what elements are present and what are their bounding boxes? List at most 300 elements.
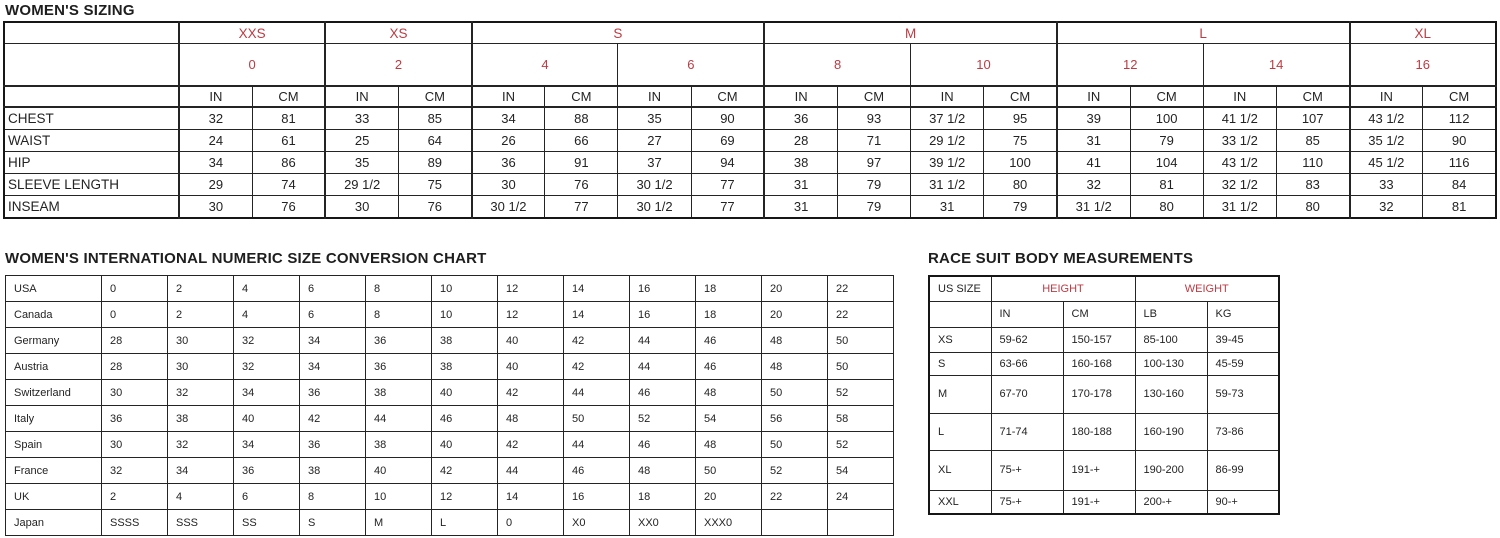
measurement-value: 30 bbox=[325, 196, 398, 219]
conversion-value: 36 bbox=[300, 432, 366, 458]
unit-header: LB bbox=[1135, 301, 1207, 327]
unit-header: IN bbox=[618, 86, 691, 107]
measurement-value: 95 bbox=[984, 107, 1057, 130]
conversion-value: SS bbox=[234, 510, 300, 536]
cell bbox=[6, 484, 894, 510]
size-number: 12 bbox=[1057, 44, 1203, 87]
conversion-value: 18 bbox=[696, 276, 762, 302]
conversion-value: 6 bbox=[234, 484, 300, 510]
womens-sizing-table bbox=[3, 21, 1497, 219]
measurement-value: 79 bbox=[1130, 130, 1203, 152]
conversion-value: 32 bbox=[234, 354, 300, 380]
conversion-value: 46 bbox=[432, 406, 498, 432]
conversion-value: 48 bbox=[696, 432, 762, 458]
conversion-value: 8 bbox=[366, 302, 432, 328]
measurement-value: 85 bbox=[1276, 130, 1349, 152]
cell bbox=[6, 276, 894, 302]
cell bbox=[929, 375, 1279, 413]
measurement-value: 31 1/2 bbox=[1203, 196, 1276, 219]
measurement-value: 35 1/2 bbox=[1350, 130, 1423, 152]
measurement-value: 76 bbox=[252, 196, 325, 219]
conversion-value: 20 bbox=[762, 276, 828, 302]
conversion-value: 6 bbox=[300, 276, 366, 302]
conversion-value: 10 bbox=[432, 276, 498, 302]
measurement-value: 25 bbox=[325, 130, 398, 152]
unit-header: CM bbox=[837, 86, 910, 107]
country-label: Austria bbox=[6, 354, 102, 380]
cell bbox=[929, 490, 1279, 514]
cell bbox=[4, 44, 1496, 87]
conversion-value: 50 bbox=[696, 458, 762, 484]
conversion-value: 44 bbox=[366, 406, 432, 432]
conversion-value: 28 bbox=[102, 354, 168, 380]
range-value: 86-99 bbox=[1207, 450, 1279, 490]
range-value: 191-+ bbox=[1063, 450, 1135, 490]
size-group-header: L bbox=[1057, 22, 1350, 44]
conversion-value: 20 bbox=[762, 302, 828, 328]
measurement-value: 88 bbox=[545, 107, 618, 130]
unit-header: IN bbox=[472, 86, 545, 107]
measurement-value: 85 bbox=[398, 107, 471, 130]
conversion-value: 34 bbox=[168, 458, 234, 484]
measurement-value: 61 bbox=[252, 130, 325, 152]
race-suit-table bbox=[928, 275, 1280, 515]
womens-sizing-section bbox=[3, 21, 1497, 219]
conversion-value: 48 bbox=[762, 354, 828, 380]
conversion-value: 38 bbox=[432, 354, 498, 380]
conversion-value: 30 bbox=[168, 354, 234, 380]
measurement-value: 79 bbox=[837, 174, 910, 196]
conversion-value: 50 bbox=[828, 354, 894, 380]
measurement-value: 28 bbox=[764, 130, 837, 152]
unit-header: CM bbox=[1423, 86, 1496, 107]
conversion-value: 40 bbox=[498, 354, 564, 380]
conversion-value: 2 bbox=[168, 302, 234, 328]
conversion-value: 16 bbox=[630, 302, 696, 328]
conversion-value: 20 bbox=[696, 484, 762, 510]
range-value: 85-100 bbox=[1135, 327, 1207, 352]
measurement-value: 77 bbox=[545, 196, 618, 219]
unit-header: IN bbox=[1350, 86, 1423, 107]
measurement-value: 71 bbox=[837, 130, 910, 152]
measurement-value: 69 bbox=[691, 130, 764, 152]
conversion-value: 22 bbox=[828, 302, 894, 328]
size-number: 8 bbox=[764, 44, 910, 87]
measurement-label: SLEEVE LENGTH bbox=[4, 174, 179, 196]
range-value: 170-178 bbox=[1063, 375, 1135, 413]
measurement-value: 33 bbox=[325, 107, 398, 130]
size-group-header: S bbox=[472, 22, 765, 44]
cell bbox=[6, 510, 894, 536]
range-value: 150-157 bbox=[1063, 327, 1135, 352]
size-label: S bbox=[929, 352, 991, 375]
size-group-header: XS bbox=[325, 22, 471, 44]
measurement-value: 34 bbox=[179, 152, 252, 174]
measurement-value: 84 bbox=[1423, 174, 1496, 196]
country-label: Italy bbox=[6, 406, 102, 432]
unit-header: CM bbox=[1063, 301, 1135, 327]
conversion-value: 46 bbox=[630, 432, 696, 458]
measurement-value: 64 bbox=[398, 130, 471, 152]
range-value: 59-73 bbox=[1207, 375, 1279, 413]
measurement-value: 107 bbox=[1276, 107, 1349, 130]
range-value: 67-70 bbox=[991, 375, 1063, 413]
size-group-header: XL bbox=[1350, 22, 1497, 44]
unit-header: IN bbox=[991, 301, 1063, 327]
unit-header: IN bbox=[179, 86, 252, 107]
conversion-value: 22 bbox=[762, 484, 828, 510]
measurement-value: 89 bbox=[398, 152, 471, 174]
measurement-value: 81 bbox=[1130, 174, 1203, 196]
conversion-value: 4 bbox=[168, 484, 234, 510]
measurement-value: 39 1/2 bbox=[911, 152, 984, 174]
conversion-value: 34 bbox=[300, 328, 366, 354]
conversion-value: 44 bbox=[564, 432, 630, 458]
cell bbox=[4, 196, 1496, 219]
country-label: Germany bbox=[6, 328, 102, 354]
cell bbox=[6, 328, 894, 354]
conversion-value: 8 bbox=[300, 484, 366, 510]
womens-sizing-title: WOMEN'S SIZING bbox=[5, 2, 135, 19]
conversion-value: 14 bbox=[564, 302, 630, 328]
conversion-value: 40 bbox=[432, 432, 498, 458]
conversion-value: 44 bbox=[498, 458, 564, 484]
size-number: 10 bbox=[911, 44, 1057, 87]
range-value: 39-45 bbox=[1207, 327, 1279, 352]
range-value: 130-160 bbox=[1135, 375, 1207, 413]
size-label: XL bbox=[929, 450, 991, 490]
size-number: 2 bbox=[325, 44, 471, 87]
range-value: 63-66 bbox=[991, 352, 1063, 375]
measurement-value: 36 bbox=[472, 152, 545, 174]
range-value: 160-190 bbox=[1135, 413, 1207, 450]
unit-header: IN bbox=[325, 86, 398, 107]
country-label: Japan bbox=[6, 510, 102, 536]
measurement-value: 32 bbox=[1057, 174, 1130, 196]
conversion-value: 0 bbox=[102, 276, 168, 302]
measurement-value: 30 1/2 bbox=[472, 196, 545, 219]
range-value: 100-130 bbox=[1135, 352, 1207, 375]
size-label: XS bbox=[929, 327, 991, 352]
measurement-value: 80 bbox=[984, 174, 1057, 196]
conversion-value: 36 bbox=[300, 380, 366, 406]
measurement-value: 29 1/2 bbox=[325, 174, 398, 196]
conversion-value bbox=[762, 510, 828, 536]
conversion-value: 10 bbox=[432, 302, 498, 328]
measurement-value: 86 bbox=[252, 152, 325, 174]
measurement-value: 76 bbox=[545, 174, 618, 196]
range-value: 160-168 bbox=[1063, 352, 1135, 375]
size-group-header: XXS bbox=[179, 22, 325, 44]
cell bbox=[4, 130, 1496, 152]
measurement-value: 26 bbox=[472, 130, 545, 152]
conversion-value: 42 bbox=[498, 432, 564, 458]
measurement-value: 79 bbox=[837, 196, 910, 219]
conversion-value: 50 bbox=[762, 380, 828, 406]
measurement-value: 43 1/2 bbox=[1203, 152, 1276, 174]
cell bbox=[929, 413, 1279, 450]
measurement-value: 104 bbox=[1130, 152, 1203, 174]
conversion-value: L bbox=[432, 510, 498, 536]
measurement-value: 30 bbox=[179, 196, 252, 219]
measurement-value: 31 bbox=[911, 196, 984, 219]
measurement-value: 35 bbox=[618, 107, 691, 130]
country-label: Switzerland bbox=[6, 380, 102, 406]
measurement-value: 45 1/2 bbox=[1350, 152, 1423, 174]
unit-header: CM bbox=[1130, 86, 1203, 107]
conversion-value: 34 bbox=[234, 432, 300, 458]
cell bbox=[6, 458, 894, 484]
conversion-value: 42 bbox=[432, 458, 498, 484]
conversion-value: 4 bbox=[234, 276, 300, 302]
measurement-value: 41 bbox=[1057, 152, 1130, 174]
unit-header: CM bbox=[1276, 86, 1349, 107]
conversion-value: 48 bbox=[762, 328, 828, 354]
conversion-value: 0 bbox=[102, 302, 168, 328]
size-label: L bbox=[929, 413, 991, 450]
measurement-value: 39 bbox=[1057, 107, 1130, 130]
measurement-value: 66 bbox=[545, 130, 618, 152]
range-value: 75-+ bbox=[991, 490, 1063, 514]
cell bbox=[4, 107, 1496, 130]
conversion-value: 52 bbox=[828, 380, 894, 406]
corner-cell bbox=[4, 22, 179, 44]
measurement-value: 31 bbox=[1057, 130, 1130, 152]
conversion-value: 46 bbox=[630, 380, 696, 406]
conversion-value: 50 bbox=[564, 406, 630, 432]
conversion-value: 36 bbox=[102, 406, 168, 432]
conversion-value: 18 bbox=[696, 302, 762, 328]
conversion-chart-table bbox=[5, 275, 894, 536]
size-number: 16 bbox=[1350, 44, 1497, 87]
conversion-value: 16 bbox=[564, 484, 630, 510]
cell bbox=[929, 301, 1279, 327]
range-value: 190-200 bbox=[1135, 450, 1207, 490]
range-value: 71-74 bbox=[991, 413, 1063, 450]
range-value: 59-62 bbox=[991, 327, 1063, 352]
conversion-value: 46 bbox=[696, 328, 762, 354]
cell bbox=[929, 352, 1279, 375]
race-suit-section bbox=[928, 275, 1280, 515]
conversion-value: 52 bbox=[762, 458, 828, 484]
measurement-label: WAIST bbox=[4, 130, 179, 152]
measurement-value: 41 1/2 bbox=[1203, 107, 1276, 130]
measurement-value: 36 bbox=[764, 107, 837, 130]
conversion-value: 48 bbox=[696, 380, 762, 406]
conversion-value: 0 bbox=[498, 510, 564, 536]
conversion-value: 40 bbox=[432, 380, 498, 406]
measurement-value: 31 1/2 bbox=[1057, 196, 1130, 219]
conversion-value: 40 bbox=[498, 328, 564, 354]
blank-cell bbox=[929, 301, 991, 327]
conversion-value: 14 bbox=[498, 484, 564, 510]
conversion-value: 34 bbox=[234, 380, 300, 406]
measurement-value: 35 bbox=[325, 152, 398, 174]
cell bbox=[4, 152, 1496, 174]
measurement-value: 34 bbox=[472, 107, 545, 130]
cell bbox=[929, 327, 1279, 352]
conversion-value: 6 bbox=[300, 302, 366, 328]
measurement-value: 29 bbox=[179, 174, 252, 196]
conversion-value: XXX0 bbox=[696, 510, 762, 536]
measurement-value: 32 bbox=[179, 107, 252, 130]
conversion-value: 16 bbox=[630, 276, 696, 302]
conversion-value: 46 bbox=[696, 354, 762, 380]
measurement-value: 24 bbox=[179, 130, 252, 152]
measurement-label: INSEAM bbox=[4, 196, 179, 219]
measurement-value: 30 bbox=[472, 174, 545, 196]
conversion-value: 32 bbox=[102, 458, 168, 484]
conversion-value: 54 bbox=[696, 406, 762, 432]
conversion-value: 42 bbox=[564, 328, 630, 354]
conversion-value: M bbox=[366, 510, 432, 536]
conversion-value: 52 bbox=[630, 406, 696, 432]
size-number: 4 bbox=[472, 44, 618, 87]
conversion-chart-title: WOMEN'S INTERNATIONAL NUMERIC SIZE CONVERSION CHART bbox=[5, 250, 487, 267]
conversion-value: 14 bbox=[564, 276, 630, 302]
range-value: 200-+ bbox=[1135, 490, 1207, 514]
cell bbox=[4, 86, 1496, 107]
unit-header: KG bbox=[1207, 301, 1279, 327]
measurement-value: 81 bbox=[1423, 196, 1496, 219]
measurement-value: 79 bbox=[984, 196, 1057, 219]
country-label: Canada bbox=[6, 302, 102, 328]
cell bbox=[6, 302, 894, 328]
measurement-value: 37 1/2 bbox=[911, 107, 984, 130]
measurement-value: 77 bbox=[691, 196, 764, 219]
unit-header: CM bbox=[984, 86, 1057, 107]
conversion-value: 40 bbox=[366, 458, 432, 484]
measurement-value: 90 bbox=[1423, 130, 1496, 152]
cell bbox=[929, 276, 1279, 301]
unit-header: CM bbox=[691, 86, 764, 107]
range-value: 180-188 bbox=[1063, 413, 1135, 450]
measurement-value: 90 bbox=[691, 107, 764, 130]
conversion-value: 38 bbox=[300, 458, 366, 484]
measurement-value: 110 bbox=[1276, 152, 1349, 174]
corner-cell bbox=[4, 44, 179, 87]
cell bbox=[4, 174, 1496, 196]
group-header: WEIGHT bbox=[1135, 276, 1279, 301]
range-value: 45-59 bbox=[1207, 352, 1279, 375]
measurement-value: 32 1/2 bbox=[1203, 174, 1276, 196]
conversion-value: 12 bbox=[432, 484, 498, 510]
range-value: 191-+ bbox=[1063, 490, 1135, 514]
cell bbox=[6, 354, 894, 380]
measurement-label: HIP bbox=[4, 152, 179, 174]
conversion-value: 12 bbox=[498, 276, 564, 302]
size-number: 6 bbox=[618, 44, 764, 87]
measurement-value: 80 bbox=[1276, 196, 1349, 219]
measurement-value: 31 1/2 bbox=[911, 174, 984, 196]
conversion-value: 36 bbox=[234, 458, 300, 484]
cell bbox=[4, 22, 1496, 44]
conversion-value: 22 bbox=[828, 276, 894, 302]
conversion-value: 30 bbox=[102, 432, 168, 458]
conversion-chart-section bbox=[5, 275, 894, 536]
measurement-value: 27 bbox=[618, 130, 691, 152]
conversion-value: 8 bbox=[366, 276, 432, 302]
measurement-value: 83 bbox=[1276, 174, 1349, 196]
conversion-value: 54 bbox=[828, 458, 894, 484]
measurement-value: 74 bbox=[252, 174, 325, 196]
size-label: XXL bbox=[929, 490, 991, 514]
conversion-value: XX0 bbox=[630, 510, 696, 536]
measurement-value: 76 bbox=[398, 196, 471, 219]
conversion-value: 46 bbox=[564, 458, 630, 484]
conversion-value: 44 bbox=[630, 328, 696, 354]
unit-header: IN bbox=[1057, 86, 1130, 107]
country-label: France bbox=[6, 458, 102, 484]
measurement-value: 112 bbox=[1423, 107, 1496, 130]
measurement-value: 116 bbox=[1423, 152, 1496, 174]
conversion-value: SSSS bbox=[102, 510, 168, 536]
conversion-value: X0 bbox=[564, 510, 630, 536]
measurement-value: 30 1/2 bbox=[618, 174, 691, 196]
country-label: USA bbox=[6, 276, 102, 302]
conversion-value: 30 bbox=[168, 328, 234, 354]
measurement-value: 75 bbox=[398, 174, 471, 196]
measurement-value: 29 1/2 bbox=[911, 130, 984, 152]
measurement-value: 94 bbox=[691, 152, 764, 174]
size-label: M bbox=[929, 375, 991, 413]
measurement-value: 31 bbox=[764, 174, 837, 196]
measurement-label: CHEST bbox=[4, 107, 179, 130]
us-size-header: US SIZE bbox=[929, 276, 991, 301]
measurement-value: 80 bbox=[1130, 196, 1203, 219]
conversion-value: 24 bbox=[828, 484, 894, 510]
conversion-value: 48 bbox=[498, 406, 564, 432]
measurement-value: 33 1/2 bbox=[1203, 130, 1276, 152]
measurement-value: 38 bbox=[764, 152, 837, 174]
conversion-value: 30 bbox=[102, 380, 168, 406]
measurement-value: 91 bbox=[545, 152, 618, 174]
measurement-value: 37 bbox=[618, 152, 691, 174]
conversion-value: 42 bbox=[564, 354, 630, 380]
unit-header: IN bbox=[764, 86, 837, 107]
country-label: Spain bbox=[6, 432, 102, 458]
conversion-value: 56 bbox=[762, 406, 828, 432]
conversion-value: 44 bbox=[564, 380, 630, 406]
conversion-value: 42 bbox=[498, 380, 564, 406]
conversion-value: 50 bbox=[762, 432, 828, 458]
unit-header: CM bbox=[252, 86, 325, 107]
conversion-value: 38 bbox=[432, 328, 498, 354]
conversion-value: 28 bbox=[102, 328, 168, 354]
range-value: 73-86 bbox=[1207, 413, 1279, 450]
conversion-value: 58 bbox=[828, 406, 894, 432]
conversion-value: 36 bbox=[366, 354, 432, 380]
conversion-value: 18 bbox=[630, 484, 696, 510]
measurement-value: 77 bbox=[691, 174, 764, 196]
measurement-value: 43 1/2 bbox=[1350, 107, 1423, 130]
conversion-value: 42 bbox=[300, 406, 366, 432]
conversion-value: S bbox=[300, 510, 366, 536]
measurement-value: 97 bbox=[837, 152, 910, 174]
race-suit-title: RACE SUIT BODY MEASUREMENTS bbox=[928, 250, 1194, 267]
size-number: 14 bbox=[1203, 44, 1349, 87]
measurement-value: 30 1/2 bbox=[618, 196, 691, 219]
cell bbox=[6, 380, 894, 406]
conversion-value: 38 bbox=[366, 380, 432, 406]
country-label: UK bbox=[6, 484, 102, 510]
conversion-value: 32 bbox=[168, 380, 234, 406]
conversion-value: 12 bbox=[498, 302, 564, 328]
measurement-value: 100 bbox=[1130, 107, 1203, 130]
corner-cell bbox=[4, 86, 179, 107]
conversion-value: 2 bbox=[168, 276, 234, 302]
cell bbox=[6, 432, 894, 458]
